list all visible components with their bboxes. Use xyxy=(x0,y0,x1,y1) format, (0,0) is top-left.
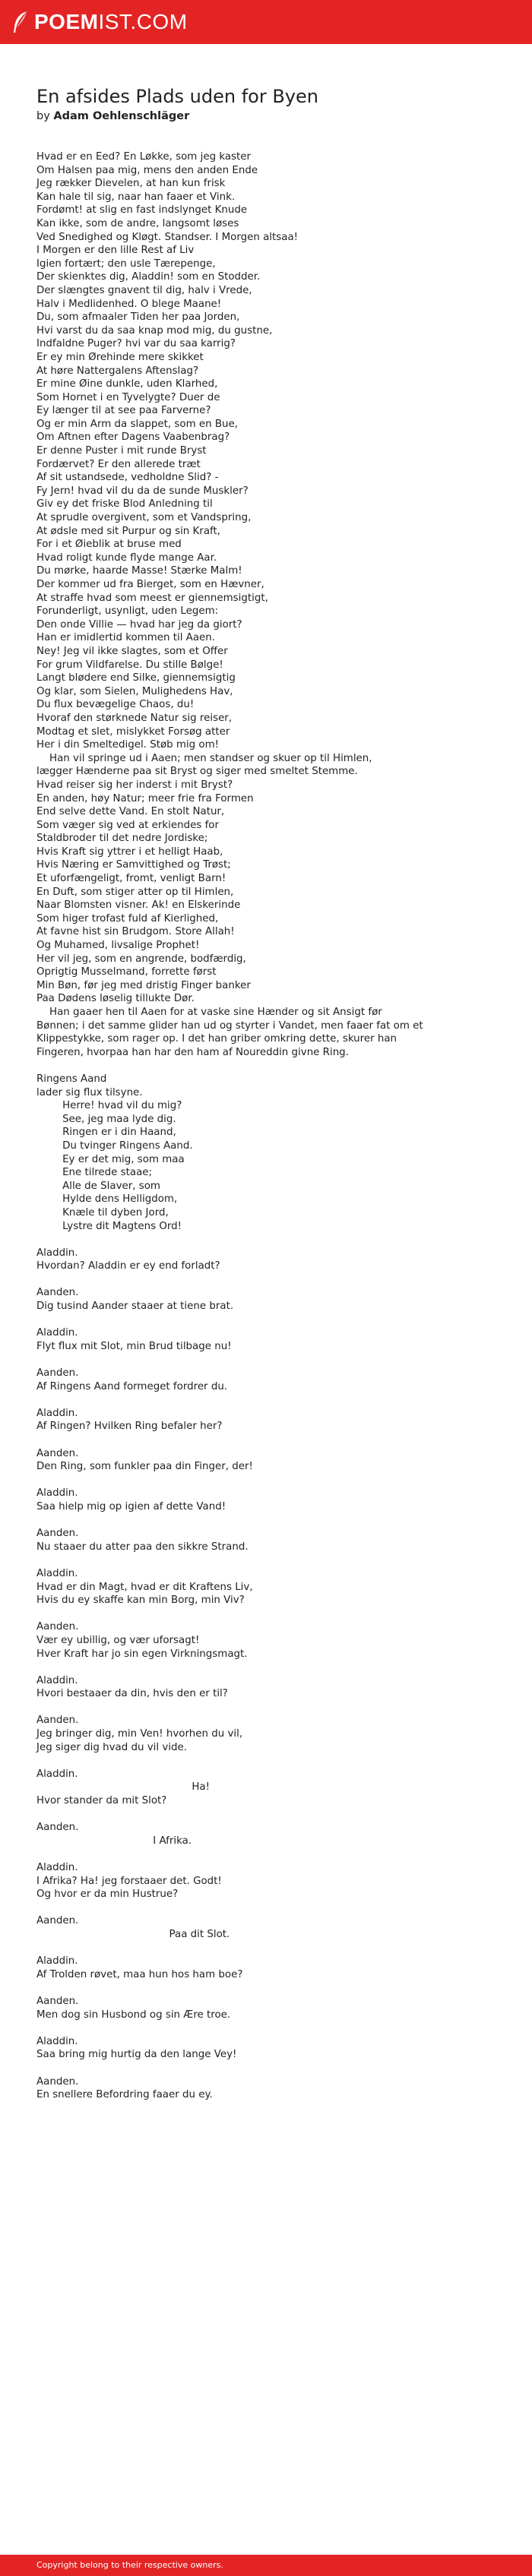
brand-name-bold: POEM xyxy=(34,10,99,33)
site-logo[interactable] xyxy=(12,10,188,34)
byline xyxy=(36,109,508,124)
author-name[interactable]: Adam Oehlenschläger xyxy=(53,110,190,122)
poem-container xyxy=(36,85,508,2102)
quill-icon xyxy=(12,11,29,33)
copyright-text: Copyright belong to their respective owners. xyxy=(36,2560,223,2570)
poem-text: Hvad er en Eed? En Løkke, som jeg kaster Om Halsen paa mig, mens den anden Ende Jeg rækker Dievelen, at han kun frisk Kan hale til sig, naar han faaer et Vink. Fordømt! at slig en fast indslynget Knude Kan ikke, som de andre, langsomt løses Ved Snedighed og Kløgt. Standser. I Morgen altsaa! I Morgen er den lille Rest af Liv Igien fortært; den usle Tærepenge, Der skienktes dig, Aladdin! som en Stodder. Der slængtes gnavent til dig, halv i Vrede, Halv i Medlidenhed. O blege Maane! Du, som afmaaler Tiden her paa Jorden, Hvi varst du da saa knap mod mig, du gustne, Indfaldne Puger? hvi var du saa karrig? Er ey min Ørehinde mere skikket At høre Nattergalens Aftenslag? Er mine Øine dunkle, uden Klarhed, Som Hornet i en Tyvelygte? Duer de Ey længer til at see paa Farverne? Og er min Arm da slappet, som en Bue, Om Aftnen efter Dagens Vaabenbrag? Er denne Puster i mit runde Bryst Fordærvet? Er den allerede træt Af sit ustandsede, vedholdne Slid? - Fy Jern! hvad vil du da de sunde Muskler? Giv ey det friske Blod Anledning til At sprudle overgivent, som et Vandspring, At ødsle med sit Purpur og sin Kraft, For i et Øieblik at bruse med Hvad roligt kunde flyde mange Aar. Du mørke, haarde Masse! Stærke Malm! Der kommer ud fra Bierget, som en Hævner, At straffe hvad som meest er giennemsigtigt, Forunderligt, usynligt, uden Legem: Den onde Villie — hvad har jeg da giort? Han er imidlertid kommen til Aaen. Ney! Jeg vil ikke slagtes, som et Offer For grum Vildfarelse. Du stille Bølge! Langt blødere end Silke, giennemsigtig Og klar, som Sielen, Mulighedens Hav, Du flux bevægelige Chaos, du! Hvoraf den størknede Natur sig reiser, Modtag et slet, mislykket Forsøg atter Her i din Smeltedigel. Støb mig om! Han vil springe ud i Aaen; men standser og skuer op til Himlen, lægger Hænderne paa sit Bryst og siger med smeltet Stemme. Hvad reiser sig her inderst i mit Bryst? En anden, høy Natur; meer frie fra Formen End selve dette Vand. En stolt Natur, Som væger sig ved at erkiendes for Staldbroder til det nedre Jordiske; Hvis Kraft sig yttrer i et helligt Haab, Hvis Næring er Samvittighed og Trøst; Et uforfængeligt, fromt, venligt Barn! En Duft, som stiger atter op til Himlen, Naar Blomsten visner. Ak! en Elskerinde Som higer trofast fuld af Kierlighed, At favne hist sin Brudgom. Store Allah! Og Muhamed, livsalige Prophet! Her vil jeg, som en angrende, bodfærdig, Oprigtig Musselmand, forrette først Min Bøn, før jeg med dristig Finger banker Paa Dødens løselig tillukte Dør. Han gaaer hen til Aaen for at vaske sine Hænder og sit Ansigt før Bønnen; i det samme glider han ud og styrter i Vandet, men faaer fat om et Klippestykke, som rager op. I det han griber omkring dette, skurer han Fingeren, hvorpaa han har den ham af Noureddin givne Ring. Ringens Aand lader sig flux tilsyne. Herre! hvad vil du mig? See, jeg maa lyde dig. Ringen er i din Haand, Du tvinger Ringens Aand. Ey er det mig, som maa Ene tilrede staae; Alle de Slaver, som Hylde dens Helligdom, Knæle til dyben Jord, Lystre dit Magtens Ord! Aladdin. Hvordan? Aladdin er ey end forladt? Aanden. Dig tusind Aander staaer at tiene brat. Aladdin. Flyt flux mit Slot, min Brud tilbage nu! Aanden. Af Ringens Aand formeget fordrer du. Aladdin. Af Ringen? Hvilken Ring befaler her? Aanden. Den Ring, som funkler paa din Finger, der! Aladdin. Saa hielp mig op igien af dette Vand! Aanden. Nu staaer du atter paa den sikkre Strand. Aladdin. Hvad er din Magt, hvad er dit Kraftens Liv, Hvis du ey skaffe kan min Borg, min Viv? Aanden. Vær ey ubillig, og vær uforsagt! Hver Kraft har jo sin egen Virkningsmagt. Aladdin. Hvori bestaaer da din, hvis den er til? Aanden. Jeg bringer dig, min Ven! hvorhen du vil, Jeg siger dig hvad du vil vide. Aladdin. Ha! Hvor stander da mit Slot? Aanden. I Afrika. Aladdin. I Afrika? Ha! jeg forstaaer det. Godt! Og hvor er da min Hustrue? Aanden. Paa dit Slot. Aladdin. Af Trolden røvet, maa hun hos ham boe? Aanden. Men dog sin Husbond og sin Ære troe. Aladdin. Saa bring mig hurtig da den lange Vey! Aanden. En snellere Befordring faaer du ey. xyxy=(36,151,423,2101)
top-bar xyxy=(0,0,532,44)
brand-name-light: IST.COM xyxy=(98,10,188,33)
poem-title: En afsides Plads uden for Byen xyxy=(36,86,319,107)
footer-bar xyxy=(0,2555,532,2576)
by-label: by xyxy=(36,110,50,122)
